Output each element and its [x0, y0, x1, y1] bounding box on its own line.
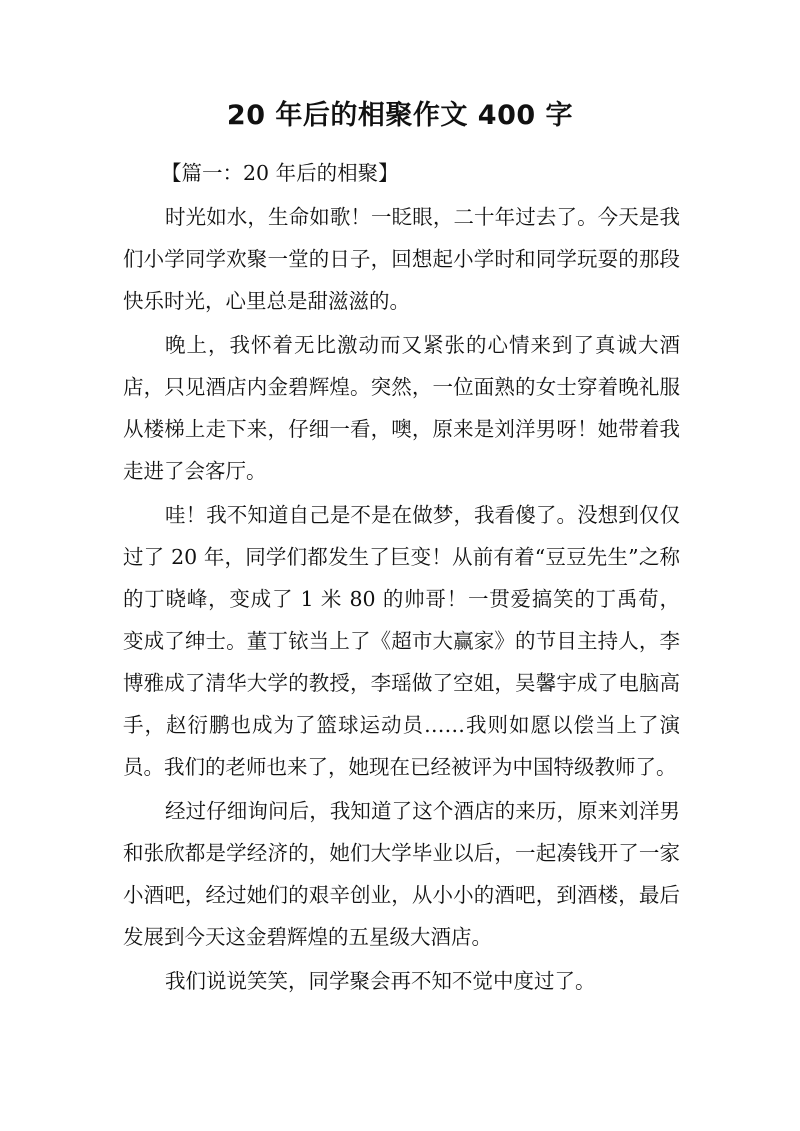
paragraph-4: 经过仔细询问后，我知道了这个酒店的来历，原来刘洋男和张欣都是学经济的，她们大学毕业以后，一起凑钱开了一家小酒吧，经过她们的艰辛创业，从小小的酒吧，到酒楼，最后发展到今天这金碧辉煌的五星级大酒店。 — [123, 799, 680, 949]
section-heading: 【篇一：20 年后的相聚】 — [161, 161, 399, 185]
document-body — [123, 152, 680, 1002]
paragraph-2: 晚上，我怀着无比激动而又紧张的心情来到了真诚大酒店，只见酒店内金碧辉煌。突然，一位面熟的女士穿着晚礼服从楼梯上走下来，仔细一看，噢，原来是刘洋男呀！她带着我走进了会客厅。 — [123, 333, 680, 483]
paragraph-1: 时光如水，生命如歌！一眨眼，二十年过去了。今天是我们小学同学欢聚一堂的日子，回想起小学时和同学玩耍的那段快乐时光，心里总是甜滋滋的。 — [123, 205, 680, 313]
paragraph-5: 我们说说笑笑，同学聚会再不知不觉中度过了。 — [165, 969, 596, 993]
paragraph-3: 哇！我不知道自己是不是在做梦，我看傻了。没想到仅仅过了 20 年，同学们都发生了巨变！从前有着“豆豆先生”之称的丁晓峰，变成了 1 米 80 的帅哥！一贯爱搞笑的丁禹荀，变成了绅士。董丁铱当上了《超市大赢家》的节目主持人，李博雅成了清华大学的教授，李瑶做了空姐，吴馨宇成了电脑高手，赵衍鹏也成为了篮球运动员……我则如愿以偿当上了演员。我们的老师也来了，她现在已经被评为中国特级教师了。 — [123, 503, 680, 779]
document-title: 20 年后的相聚作文 400 字 — [226, 100, 574, 131]
